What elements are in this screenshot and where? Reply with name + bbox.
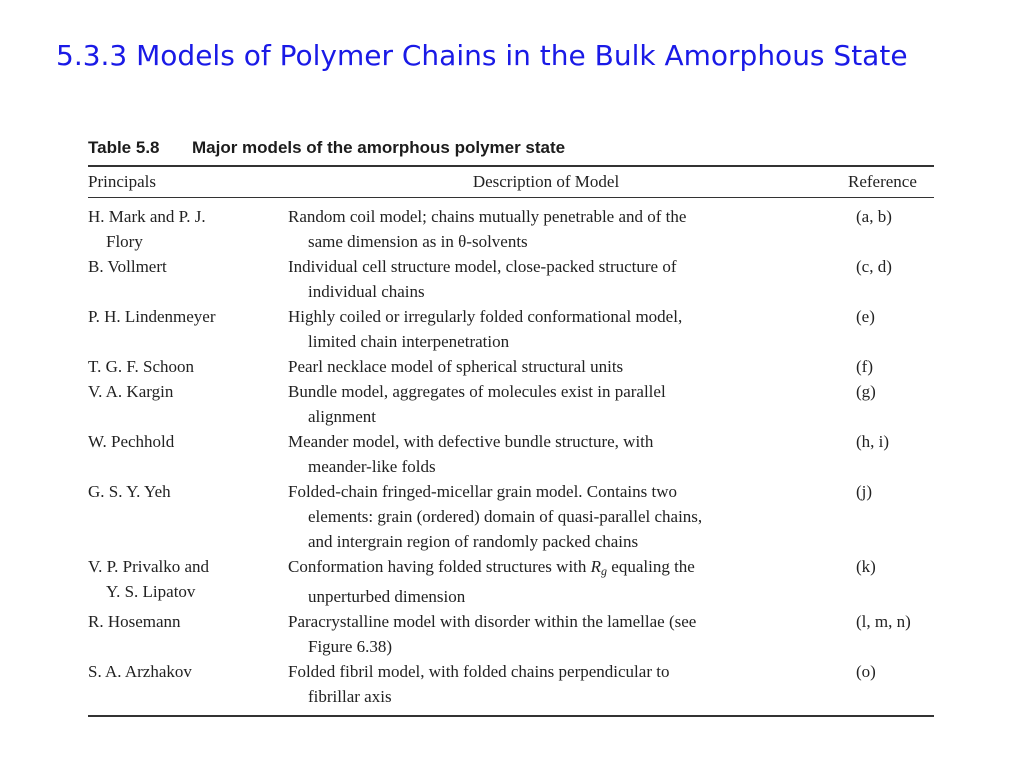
- description-suffix: equaling the: [607, 557, 695, 576]
- description-line: Pearl necklace model of spherical structural units: [288, 357, 624, 376]
- cell-description: [288, 254, 844, 304]
- cell-principal: [88, 304, 288, 354]
- table-row: [88, 609, 934, 659]
- cell-reference: (h, i): [856, 432, 890, 451]
- description-line: Highly coiled or irregularly folded conformational model,: [288, 307, 683, 326]
- cell-reference: (o): [856, 662, 876, 681]
- table-row: [88, 479, 934, 554]
- description-line: Bundle model, aggregates of molecules exist in parallel: [288, 382, 666, 401]
- cell-principal: [88, 659, 288, 709]
- table-row: [88, 429, 934, 479]
- principal-line: V. P. Privalko and: [88, 557, 210, 576]
- cell-description: [288, 479, 844, 554]
- slide-title: 5.3.3 Models of Polymer Chains in the Bulk Amorphous State: [56, 39, 908, 72]
- cell-reference: (k): [856, 557, 876, 576]
- principal-line: V. A. Kargin: [88, 382, 174, 401]
- description-line: meander-like folds: [308, 457, 436, 476]
- cell-description: [288, 198, 844, 255]
- cell-description: [288, 554, 844, 609]
- cell-description: [288, 429, 844, 479]
- cell-principal: [88, 198, 288, 255]
- cell-principal: [88, 429, 288, 479]
- description-line: fibrillar axis: [308, 687, 392, 706]
- table-caption: [88, 136, 934, 167]
- radius-of-gyration-symbol: R: [590, 557, 602, 576]
- principal-line: P. H. Lindenmeyer: [88, 307, 216, 326]
- cell-description: [288, 354, 844, 379]
- table-caption-number: Table 5.8: [88, 138, 160, 157]
- principal-line: S. A. Arzhakov: [88, 662, 192, 681]
- description-line: Paracrystalline model with disorder within the lamellae (see: [288, 612, 697, 631]
- cell-reference: (c, d): [856, 257, 892, 276]
- table-caption-text: Major models of the amorphous polymer state: [192, 138, 566, 157]
- header-description: Description of Model: [288, 167, 844, 198]
- cell-description: [288, 304, 844, 354]
- table-row: [88, 304, 934, 354]
- table-bottom-rule: [88, 715, 934, 717]
- description-line: unperturbed dimension: [308, 587, 466, 606]
- models-table-block: [88, 136, 934, 717]
- table-body: [88, 198, 934, 710]
- table-header-row: [88, 167, 934, 198]
- header-principals: Principals: [88, 167, 288, 198]
- table-row: [88, 354, 934, 379]
- description-line: individual chains: [308, 282, 425, 301]
- cell-reference: (l, m, n): [856, 612, 911, 631]
- cell-reference: (j): [856, 482, 873, 501]
- description-line: elements: grain (ordered) domain of quasi-parallel chains,: [308, 507, 703, 526]
- cell-principal: [88, 554, 288, 609]
- cell-reference: (f): [856, 357, 873, 376]
- description-line: limited chain interpenetration: [308, 332, 510, 351]
- cell-principal: [88, 479, 288, 554]
- description-line: Individual cell structure model, close-packed structure of: [288, 257, 677, 276]
- cell-principal: [88, 254, 288, 304]
- description-line: [288, 554, 844, 584]
- principal-line: T. G. F. Schoon: [88, 357, 194, 376]
- description-line: same dimension as in θ-solvents: [308, 232, 528, 251]
- description-line: Random coil model; chains mutually penetrable and of the: [288, 207, 687, 226]
- description-line: Folded-chain fringed-micellar grain model. Contains two: [288, 482, 678, 501]
- table-row: [88, 254, 934, 304]
- cell-description: [288, 379, 844, 429]
- description-line: Meander model, with defective bundle structure, with: [288, 432, 654, 451]
- principal-line: W. Pechhold: [88, 432, 175, 451]
- cell-description: [288, 609, 844, 659]
- principal-line: Y. S. Lipatov: [106, 582, 196, 601]
- principal-line: R. Hosemann: [88, 612, 181, 631]
- cell-reference: (e): [856, 307, 875, 326]
- cell-reference: (a, b): [856, 207, 892, 226]
- radius-of-gyration-subscript: g: [601, 564, 608, 578]
- cell-description: [288, 659, 844, 709]
- description-prefix: Conformation having folded structures with: [288, 557, 591, 576]
- principal-line: H. Mark and P. J.: [88, 207, 206, 226]
- table-row: [88, 659, 934, 709]
- cell-principal: [88, 379, 288, 429]
- cell-reference: (g): [856, 382, 876, 401]
- principal-line: G. S. Y. Yeh: [88, 482, 171, 501]
- description-line: alignment: [308, 407, 376, 426]
- header-reference: Reference: [844, 167, 934, 198]
- principal-line: Flory: [106, 232, 143, 251]
- table-row: [88, 198, 934, 255]
- cell-principal: [88, 354, 288, 379]
- table-row: [88, 554, 934, 609]
- table-row: [88, 379, 934, 429]
- models-table: [88, 167, 934, 709]
- description-line: Folded fibril model, with folded chains perpendicular to: [288, 662, 670, 681]
- principal-line: B. Vollmert: [88, 257, 167, 276]
- description-line: Figure 6.38): [308, 637, 393, 656]
- cell-principal: [88, 609, 288, 659]
- description-line: and intergrain region of randomly packed chains: [308, 532, 639, 551]
